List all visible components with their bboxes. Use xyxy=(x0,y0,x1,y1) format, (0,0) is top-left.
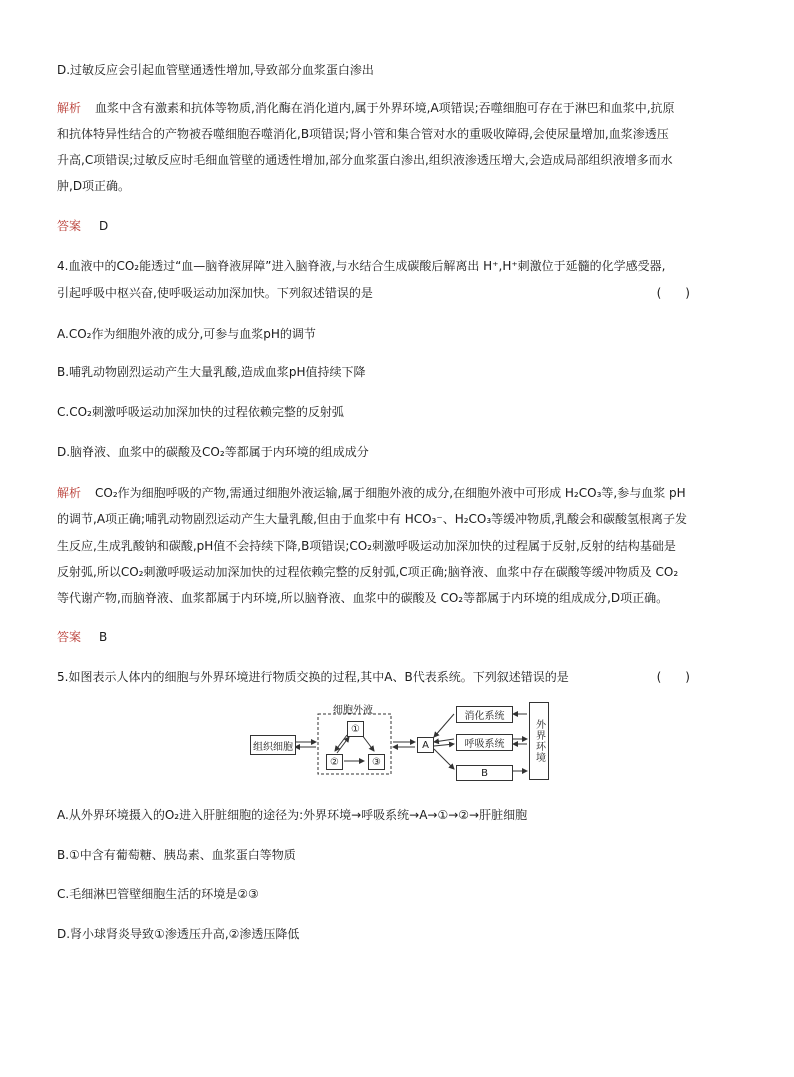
q3-analysis-line-3: 升高,C项错误;过敏反应时毛细血管壁的通透性增加,部分血浆蛋白渗出,组织液渗透压增大,会造成局部组织液增多而水 xyxy=(57,153,673,167)
answer-value: B xyxy=(99,630,108,644)
node-3: ③ xyxy=(368,754,385,770)
node-a: A xyxy=(417,737,434,753)
q4-stem-line-2 xyxy=(57,284,747,302)
q4-option-d: D.脑脊液、血浆中的碳酸及CO₂等都属于内环境的组成成分 xyxy=(57,445,369,459)
q3-answer xyxy=(57,217,747,235)
q4-stem-text: 引起呼吸中枢兴奋,使呼吸运动加深加快。下列叙述错误的是 xyxy=(57,286,373,300)
q4-option-c: C.CO₂刺激呼吸运动加深加快的过程依赖完整的反射弧 xyxy=(57,405,344,419)
tissue-cell-box: 组织细胞 xyxy=(250,735,296,755)
analysis-text: 血浆中含有激素和抗体等物质,消化酶在消化道内,属于外界环境,A项错误;吞噬细胞可存在于淋巴和血浆中,抗原 xyxy=(95,101,675,115)
q3-option-d: D.过敏反应会引起血管壁通透性增加,导致部分血浆蛋白渗出 xyxy=(57,63,374,77)
q5-option-d: D.肾小球肾炎导致①渗透压升高,②渗透压降低 xyxy=(57,927,300,941)
q3-analysis-line-2: 和抗体特异性结合的产物被吞噬细胞吞噬消化,B项错误;肾小管和集合管对水的重吸收障碍,会使尿量增加,血浆渗透压 xyxy=(57,127,669,141)
q4-analysis-line-2: 的调节,A项正确;哺乳动物剧烈运动产生大量乳酸,但由于血浆中有 HCO₃⁻、H₂CO₃等缓冲物质,乳酸会和碳酸氢根离子发 xyxy=(57,512,687,526)
respiratory-system-box: 呼吸系统 xyxy=(456,734,513,751)
analysis-text: CO₂作为细胞呼吸的产物,需通过细胞外液运输,属于细胞外液的成分,在细胞外液中可形成 H₂CO₃等,参与血浆 pH xyxy=(95,486,686,500)
q5-option-b: B.①中含有葡萄糖、胰岛素、血浆蛋白等物质 xyxy=(57,848,296,862)
analysis-tag: 解析 xyxy=(57,486,82,500)
q4-analysis-line-1 xyxy=(57,484,747,502)
q3-analysis-line-4: 肿,D项正确。 xyxy=(57,179,131,193)
q4-stem-line-1: 4.血液中的CO₂能透过“血—脑脊液屏障”进入脑脊液,与水结合生成碳酸后解离出 H⁺,H⁺刺激位于延髓的化学感受器, xyxy=(57,259,666,273)
q4-option-b: B.哺乳动物剧烈运动产生大量乳酸,造成血浆pH值持续下降 xyxy=(57,365,366,379)
digestive-system-box: 消化系统 xyxy=(456,706,513,723)
q4-answer xyxy=(57,628,747,646)
q5-stem-text: 5.如图表示人体内的细胞与外界环境进行物质交换的过程,其中A、B代表系统。下列叙述错误的是 xyxy=(57,670,569,684)
analysis-tag: 解析 xyxy=(57,101,82,115)
node-1: ① xyxy=(347,721,364,737)
external-environment-box: 外界环境 xyxy=(529,702,549,780)
q5-option-c: C.毛细淋巴管壁细胞生活的环境是②③ xyxy=(57,887,259,901)
node-b: B xyxy=(456,765,513,781)
node-2: ② xyxy=(326,754,343,770)
q4-analysis-line-5: 等代谢产物,而脑脊液、血浆都属于内环境,所以脑脊液、血浆中的碳酸及 CO₂等都属于内环境的组成成分,D项正确。 xyxy=(57,591,669,605)
q4-analysis-line-3: 生反应,生成乳酸钠和碳酸,pH值不会持续下降,B项错误;CO₂刺激呼吸运动加深加快的过程属于反射,反射的结构基础是 xyxy=(57,539,676,553)
q5-stem xyxy=(57,668,747,686)
answer-tag: 答案 xyxy=(57,630,82,644)
extracellular-fluid-label: 细胞外液 xyxy=(333,705,373,716)
answer-value: D xyxy=(99,219,109,233)
q4-option-a: A.CO₂作为细胞外液的成分,可参与血浆pH的调节 xyxy=(57,327,316,341)
answer-tag: 答案 xyxy=(57,219,82,233)
answer-paren: ( ) xyxy=(656,670,690,684)
answer-paren: ( ) xyxy=(656,286,690,300)
q3-analysis-line-1 xyxy=(57,99,747,117)
q4-analysis-line-4: 反射弧,所以CO₂刺激呼吸运动加深加快的过程依赖完整的反射弧,C项正确;脑脊液、血浆中存在碳酸等缓冲物质及 CO₂ xyxy=(57,565,679,579)
q5-option-a: A.从外界环境摄入的O₂进入肝脏细胞的途径为:外界环境→呼吸系统→A→①→②→肝脏细胞 xyxy=(57,808,528,822)
exchange-diagram xyxy=(247,699,557,779)
